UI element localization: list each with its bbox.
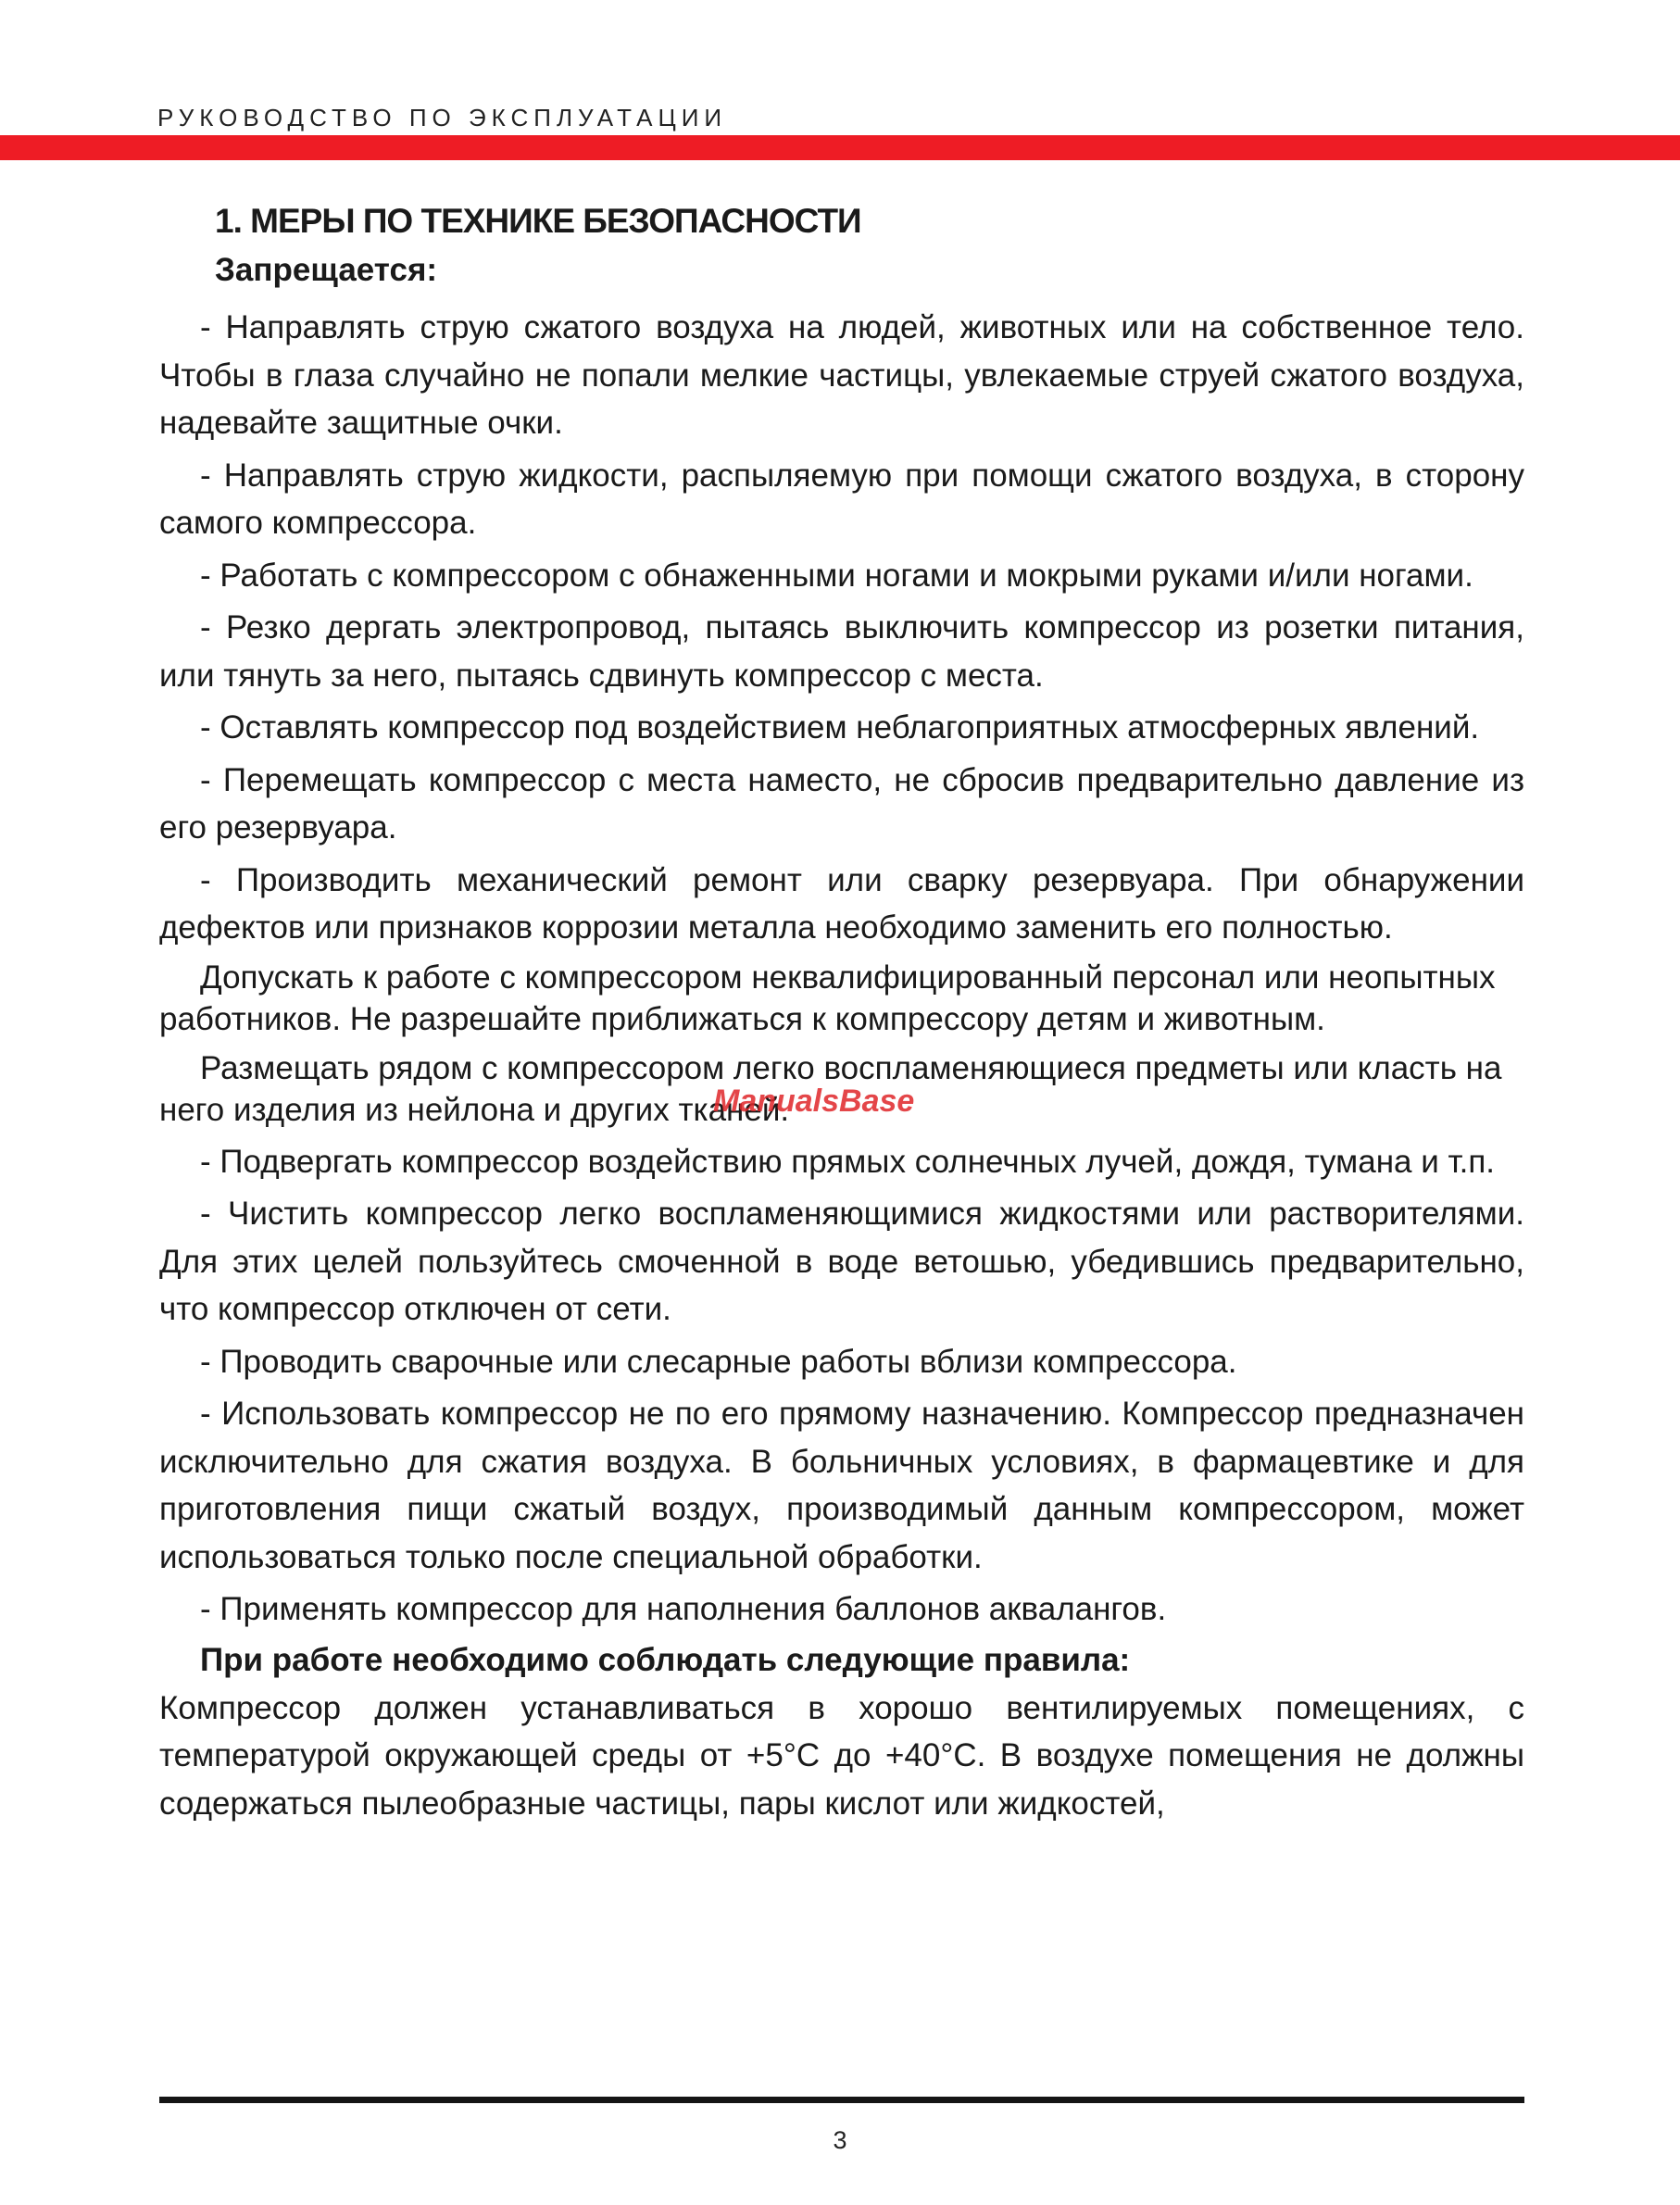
header-red-band [0, 135, 1680, 160]
prohibition-item: - Производить механический ремонт или сварку резервуара. При обнаружении дефектов или признаков коррозии металла необходимо заменить его полностью. [159, 861, 1524, 946]
prohibition-item: - Работать с компрессором с обнаженными ногами и мокрыми руками и/или ногами. [200, 557, 1473, 594]
prohibition-item: - Чистить компрессор легко воспламеняющимися жидкостями или растворителями. Для этих целей пользуйтесь смоченной в воде ветошью, убедившись предварительно, что компрессор отключен от сети. [159, 1196, 1524, 1327]
watermark-text: ManualsBase [713, 1084, 915, 1119]
prohibited-subhead: Запрещается: [215, 252, 438, 288]
section-title: 1. МЕРЫ ПО ТЕХНИКЕ БЕЗОПАСНОСТИ [215, 202, 861, 240]
prohibition-item: - Использовать компрессор не по его прямому назначению. Компрессор предназначен исключительно для сжатия воздуха. В больничных условиях, в фармацевтике и для приготовления пищи сжатый воздух, производимый данным компрессором, может использоваться только после специальной обработки. [159, 1396, 1524, 1575]
prohibition-item: - Направлять струю сжатого воздуха на людей, животных или на собственное тело. Чтобы в глаза случайно не попали мелкие частицы, увлекаемые струей сжатого воздуха, надевайте защитные очки. [159, 309, 1524, 441]
footer-rule [159, 2097, 1524, 2103]
page-number: 3 [833, 2126, 847, 2154]
prohibition-item: Размещать рядом с компрессором легко воспламеняющиеся предметы или класть на него изделия из нейлона и других тканей. [159, 1049, 1502, 1128]
prohibition-item: Допускать к работе с компрессором неквалифицированный персонал или неопытных работников. Не разрешайте приближаться к компрессору детям и животным. [159, 958, 1496, 1037]
document-body [159, 196, 1524, 1832]
rules-paragraph: Компрессор должен устанавливаться в хорошо вентилируемых помещениях, с температурой окружающей среды от +5°С до +40°С. В воздухе помещения не должны содержаться пылеобразные частицы, пары кислот или жидкостей, [159, 1689, 1524, 1822]
prohibition-item: - Применять компрессор для наполнения баллонов аквалангов. [200, 1591, 1167, 1627]
running-header: РУКОВОДСТВО ПО ЭКСПЛУАТАЦИИ [157, 104, 728, 132]
rules-subhead: При работе необходимо соблюдать следующие правила: [200, 1641, 1131, 1678]
prohibition-item: - Оставлять компрессор под воздействием неблагоприятных атмосферных явлений. [200, 709, 1480, 745]
prohibition-item: - Подвергать компрессор воздействию прямых солнечных лучей, дождя, тумана и т.п. [200, 1143, 1496, 1180]
prohibition-item: - Перемещать компрессор с места наместо, не сбросив предварительно давление из его резервуара. [159, 761, 1524, 846]
prohibition-item: - Резко дергать электропровод, пытаясь выключить компрессор из розетки питания, или тянуть за него, пытаясь сдвинуть компрессор с места. [159, 609, 1524, 694]
prohibition-item: - Направлять струю жидкости, распыляемую при помощи сжатого воздуха, в сторону самого компрессора. [159, 457, 1524, 541]
prohibition-item: - Проводить сварочные или слесарные работы вблизи компрессора. [200, 1343, 1237, 1380]
